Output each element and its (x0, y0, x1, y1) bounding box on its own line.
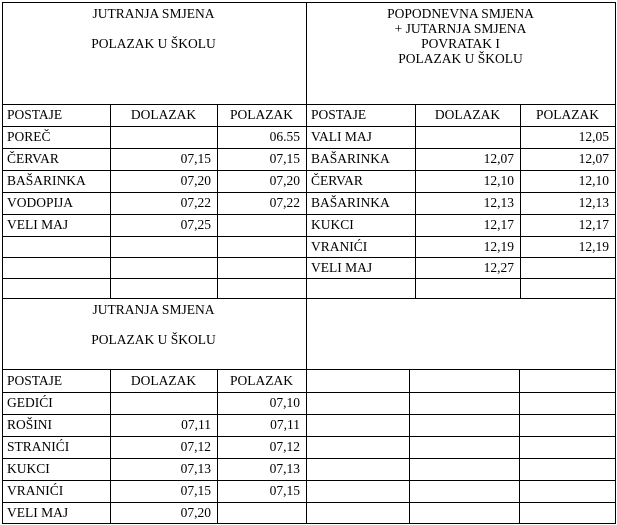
top-right-table-cell: VALI MAJ (311, 129, 372, 144)
grid-line-vertical (519, 369, 520, 523)
top-left-header-cell: POLAZAK (230, 107, 293, 122)
top-left-title (2, 6, 305, 51)
grid-line-vertical (217, 104, 218, 298)
top-left-table-cell: VODOPIJA (7, 195, 74, 210)
top-left-table-cell (110, 236, 217, 257)
title-line: + JUTARNJA SMJENA (394, 21, 527, 36)
bottom-left-table-cell: 07,13 (180, 461, 211, 476)
bottom-left-table-cell: 07,11 (181, 417, 211, 432)
bottom-left-table-cell: GEDIĆI (7, 395, 53, 410)
bottom-left-table-cell: 07,12 (269, 439, 300, 454)
bottom-left-table-cell: STRANIĆI (7, 439, 70, 454)
grid-line-horizontal (2, 236, 615, 237)
top-right-table-cell: VRANIĆI (311, 239, 368, 254)
bottom-left-table-cell: 07,15 (269, 483, 300, 498)
bottom-left-table-cell (217, 502, 306, 523)
top-left-table-cell (2, 257, 110, 278)
top-left-table-cell (110, 126, 217, 148)
grid-line-vertical (217, 369, 218, 523)
top-right-table-cell: BAŠARINKA (311, 195, 390, 210)
top-left-table-cell: 07,22 (269, 195, 300, 210)
grid-line-horizontal (2, 104, 615, 105)
top-right-table-cell: 12,07 (483, 151, 514, 166)
bottom-left-table-cell: 07,15 (180, 483, 211, 498)
title-line: POLAZAK U ŠKOLU (91, 332, 216, 347)
top-left-table-cell: POREČ (7, 129, 51, 144)
top-right-table-cell: BAŠARINKA (311, 151, 390, 166)
top-right-table-cell: 12,07 (578, 151, 609, 166)
grid-line-horizontal (2, 480, 615, 481)
grid-line-horizontal (2, 192, 615, 193)
top-right-table-cell: KUKCI (311, 217, 354, 232)
top-left-table-cell: 07,20 (180, 173, 211, 188)
bottom-left-title (2, 302, 305, 347)
top-left-table-cell: 07,25 (180, 217, 211, 232)
title-line: POLAZAK U ŠKOLU (91, 36, 216, 51)
top-left-table-cell: VELI MAJ (7, 217, 69, 232)
top-right-table-cell: 12,19 (483, 239, 514, 254)
title-line: POLAZAK U ŠKOLU (398, 51, 523, 66)
top-right-table-cell (520, 257, 615, 278)
grid-line-horizontal (2, 436, 615, 437)
top-left-table-cell: ČERVAR (7, 151, 59, 166)
grid-line-horizontal (2, 414, 615, 415)
title-line (2, 317, 305, 332)
top-right-table-cell: 12,10 (483, 173, 514, 188)
top-left-table-cell: 07,15 (180, 151, 211, 166)
top-left-table-cell: 07,15 (269, 151, 300, 166)
top-left-header-cell: POSTAJE (7, 107, 63, 122)
top-right-header-cell: POSTAJE (311, 107, 367, 122)
grid-line-horizontal (2, 298, 615, 299)
grid-line-horizontal (2, 126, 615, 127)
grid-line-vertical (520, 104, 521, 298)
grid-line-vertical (615, 2, 616, 524)
bottom-left-table-cell: KUKCI (7, 461, 50, 476)
grid-line-horizontal (2, 458, 615, 459)
top-right-title (306, 6, 615, 66)
bottom-left-header-cell: POSTAJE (7, 373, 63, 388)
grid-line-horizontal (2, 502, 615, 503)
grid-line-vertical (409, 369, 410, 523)
bottom-left-table-cell: 07,11 (270, 417, 300, 432)
top-left-table-cell (110, 257, 217, 278)
bottom-left-table-cell: ROŠINI (7, 417, 53, 432)
grid-line-horizontal (2, 2, 615, 3)
top-right-header-cell: DOLAZAK (434, 107, 501, 122)
bottom-left-table-cell: 07,12 (180, 439, 211, 454)
grid-line-horizontal (2, 148, 615, 149)
grid-line-vertical (2, 2, 3, 524)
grid-line-horizontal (2, 369, 615, 370)
top-left-header-cell: DOLAZAK (130, 107, 197, 122)
title-line: JUTRANJA SMJENA (92, 6, 215, 21)
title-line: POPODNEVNA SMJENA (387, 6, 534, 21)
top-left-table-cell: 06.55 (269, 129, 300, 144)
grid-line-horizontal (2, 523, 615, 524)
bottom-left-header-cell: POLAZAK (230, 373, 293, 388)
bottom-left-table-cell (110, 392, 217, 414)
grid-line-horizontal (2, 392, 615, 393)
top-left-table-cell (2, 236, 110, 257)
top-right-table-cell: 12,17 (578, 217, 609, 232)
top-right-table-cell: 12,19 (578, 239, 609, 254)
bottom-left-table-cell: 07,13 (269, 461, 300, 476)
grid-line-vertical (110, 104, 111, 298)
top-left-table-cell (217, 236, 306, 257)
top-right-table-cell: 12,27 (483, 260, 514, 275)
top-right-table-cell: ČERVAR (311, 173, 363, 188)
top-right-table-cell: 12,05 (578, 129, 609, 144)
grid-line-vertical (306, 2, 307, 524)
title-line: JUTRANJA SMJENA (92, 302, 215, 317)
bottom-left-table-cell: VRANIĆI (7, 483, 64, 498)
bottom-left-table-cell: VELI MAJ (7, 505, 69, 520)
top-left-table-cell: BAŠARINKA (7, 173, 86, 188)
title-line: POVRATAK I (421, 36, 500, 51)
grid-line-vertical (110, 369, 111, 523)
grid-line-horizontal (2, 278, 615, 279)
grid-line-horizontal (2, 170, 615, 171)
bottom-left-table-cell: 07,20 (180, 505, 211, 520)
top-right-table-cell: 12,17 (483, 217, 514, 232)
grid-line-horizontal (2, 257, 615, 258)
bottom-left-header-cell: DOLAZAK (130, 373, 197, 388)
top-left-table-cell (217, 214, 306, 236)
grid-line-horizontal (2, 214, 615, 215)
top-left-table-cell: 07,22 (180, 195, 211, 210)
top-left-table-cell: 07,20 (269, 173, 300, 188)
top-right-table-cell (415, 126, 520, 148)
bottom-left-table-cell: 07,10 (269, 395, 300, 410)
top-right-header-cell: POLAZAK (536, 107, 599, 122)
top-right-table-cell: 12,13 (483, 195, 514, 210)
top-right-table-cell: 12,13 (578, 195, 609, 210)
top-left-table-cell (217, 257, 306, 278)
top-right-table-cell: 12,10 (578, 173, 609, 188)
title-line (2, 21, 305, 36)
top-right-table-cell: VELI MAJ (311, 260, 373, 275)
grid-line-vertical (415, 104, 416, 298)
